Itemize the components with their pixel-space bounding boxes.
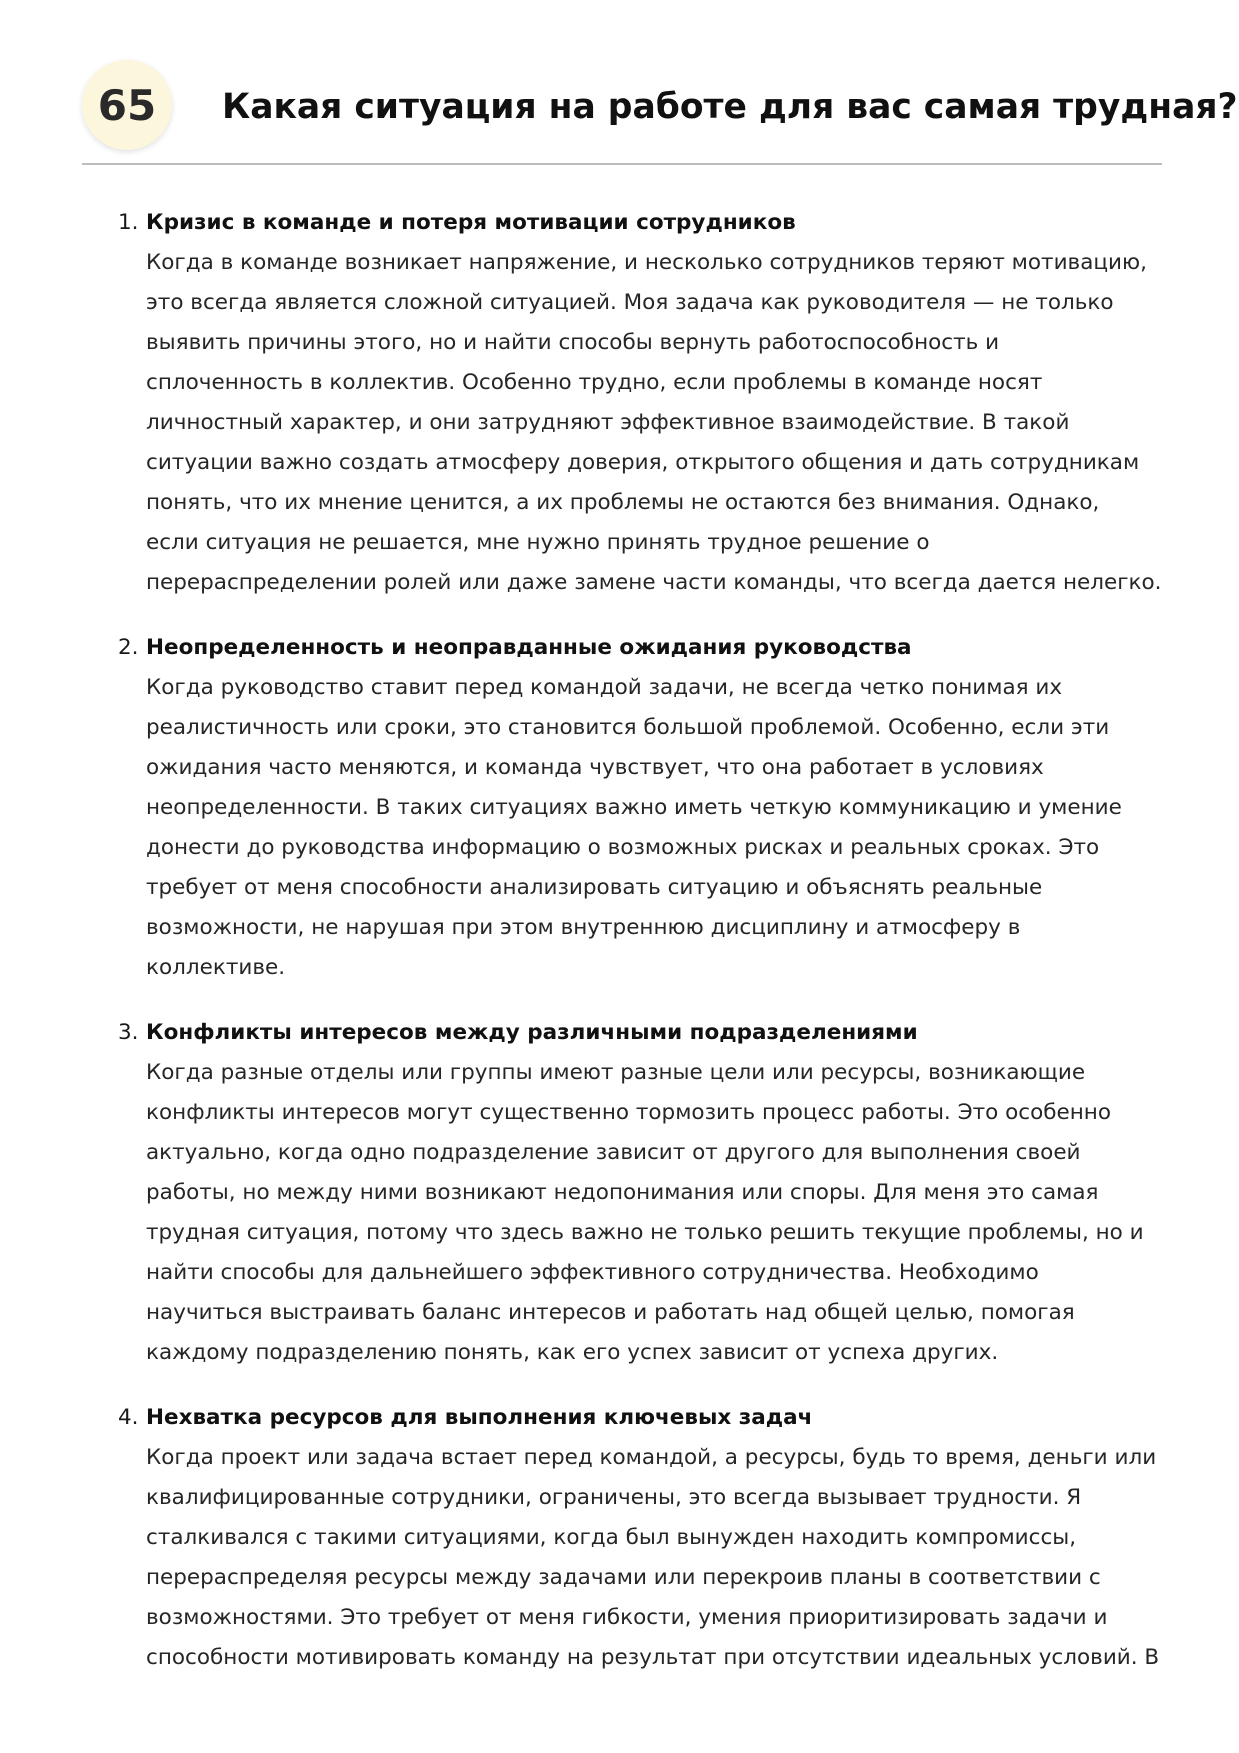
body-text-line: перераспределении ролей или даже замене части команды, что всегда дается нелегко. — [146, 570, 1162, 595]
list-item-body — [146, 1053, 1239, 1373]
list-item — [0, 628, 1239, 988]
list-item-heading — [0, 1013, 1239, 1053]
body-text-line: если ситуация не решается, мне нужно принять трудное решение о — [146, 530, 930, 555]
body-text-line: актуально, когда одно подразделение зависит от другого для выполнения своей — [146, 1140, 1081, 1165]
list-item-number: 3. — [118, 1020, 139, 1045]
list-item-title: Нехватка ресурсов для выполнения ключевых задач — [146, 1405, 813, 1430]
list-item-number: 4. — [118, 1405, 139, 1430]
body-text-line: ситуации важно создать атмосферу доверия, открытого общения и дать сотрудникам — [146, 450, 1140, 475]
question-number-badge: 65 — [82, 60, 172, 150]
list-item-heading — [0, 628, 1239, 668]
body-text-line: возможностями. Это требует от меня гибкости, умения приоритизировать задачи и — [146, 1605, 1108, 1630]
item-spacer — [0, 1373, 1239, 1398]
body-text-line: личностный характер, и они затрудняют эффективное взаимодействие. В такой — [146, 410, 1070, 435]
body-text-line: неопределенности. В таких ситуациях важно иметь четкую коммуникацию и умение — [146, 795, 1122, 820]
body-text-line: Когда руководство ставит перед командой задачи, не всегда четко понимая их — [146, 675, 1063, 700]
body-text-line: перераспределяя ресурсы между задачами или перекроив планы в соответствии с — [146, 1565, 1101, 1590]
body-text-line: способности мотивировать команду на результат при отсутствии идеальных условий. В — [146, 1645, 1160, 1670]
list-item-title: Кризис в команде и потеря мотивации сотрудников — [146, 210, 796, 235]
body-text-line: сталкивался с такими ситуациями, когда был вынужден находить компромиссы, — [146, 1525, 1077, 1550]
body-text-line: Когда проект или задача встает перед командой, а ресурсы, будь то время, деньги или — [146, 1445, 1157, 1470]
page-title: Какая ситуация на работе для вас самая трудная? — [222, 87, 1238, 127]
body-text-line: требует от меня способности анализировать ситуацию и объяснять реальные — [146, 875, 1043, 900]
body-text-line: Когда в команде возникает напряжение, и несколько сотрудников теряют мотивацию, — [146, 250, 1147, 275]
body-text-line: работы, но между ними возникают недопонимания или споры. Для меня это самая — [146, 1180, 1099, 1205]
body-text-line: ожидания часто меняются, и команда чувствует, что она работает в условиях — [146, 755, 1044, 780]
body-text-line: коллективе. — [146, 955, 286, 980]
body-text-line: каждому подразделению понять, как его успех зависит от успеха других. — [146, 1340, 999, 1365]
list-item-number: 2. — [118, 635, 139, 660]
list-item-heading — [0, 1398, 1239, 1438]
list-item-body — [146, 668, 1239, 988]
list-item-number: 1. — [118, 210, 139, 235]
body-text-line: научиться выстраивать баланс интересов и работать над общей целью, помогая — [146, 1300, 1075, 1325]
body-text-line: сплоченность в коллектив. Особенно трудно, если проблемы в команде носят — [146, 370, 1043, 395]
list-item — [0, 203, 1239, 603]
list-item-heading — [0, 203, 1239, 243]
body-text-line: найти способы для дальнейшего эффективного сотрудничества. Необходимо — [146, 1260, 1039, 1285]
list-item-body — [146, 1438, 1239, 1678]
list-item-title: Конфликты интересов между различными подразделениями — [146, 1020, 918, 1045]
page-header — [82, 52, 1238, 165]
body-text-line: конфликты интересов могут существенно тормозить процесс работы. Это особенно — [146, 1100, 1112, 1125]
body-text-line: трудная ситуация, потому что здесь важно не только решить текущие проблемы, но и — [146, 1220, 1144, 1245]
body-text-line: донести до руководства информацию о возможных рисках и реальных сроках. Это — [146, 835, 1100, 860]
body-text-line: Когда разные отделы или группы имеют разные цели или ресурсы, возникающие — [146, 1060, 1086, 1085]
list-item — [0, 1013, 1239, 1373]
item-spacer — [0, 988, 1239, 1013]
list-item — [0, 1398, 1239, 1678]
answer-list — [0, 203, 1239, 1678]
body-text-line: возможности, не нарушая при этом внутреннюю дисциплину и атмосферу в — [146, 915, 1021, 940]
body-text-line: понять, что их мнение ценится, а их проблемы не остаются без внимания. Однако, — [146, 490, 1100, 515]
list-item-title: Неопределенность и неоправданные ожидания руководства — [146, 635, 912, 660]
item-spacer — [0, 603, 1239, 628]
list-item-body — [146, 243, 1239, 603]
body-text-line: квалифицированные сотрудники, ограничены, это всегда вызывает трудности. Я — [146, 1485, 1082, 1510]
body-text-line: выявить причины этого, но и найти способы вернуть работоспособность и — [146, 330, 1000, 355]
body-text-line: реалистичность или сроки, это становится большой проблемой. Особенно, если эти — [146, 715, 1110, 740]
body-text-line: это всегда является сложной ситуацией. Моя задача как руководителя — не только — [146, 290, 1114, 315]
